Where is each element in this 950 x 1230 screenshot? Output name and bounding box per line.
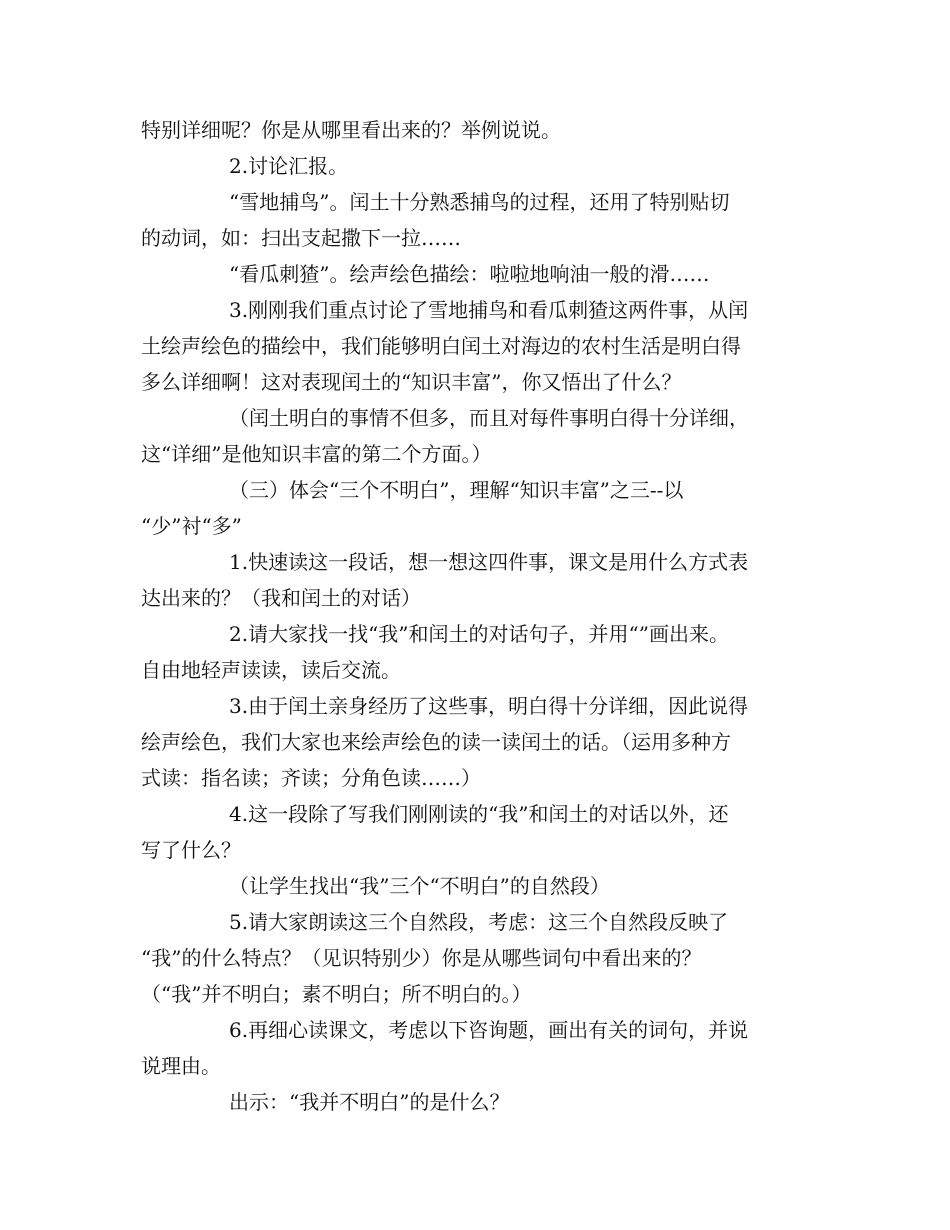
text-line: 3.由于闰土亲身经历了这些事，明白得十分详细，因此说得 xyxy=(229,694,749,718)
text-line: 3.刚刚我们重点讨论了雪地捕鸟和看瓜刺猹这两件事，从闰 xyxy=(229,298,749,322)
text-line: 说理由。 xyxy=(141,1054,221,1078)
text-line: 土绘声绘色的描绘中，我们能够明白闰土对海边的农村生活是明白得 xyxy=(141,334,741,358)
text-line: 多么详细啊！这对表现闰土的“知识丰富”，你又悟出了什么？ xyxy=(141,370,682,394)
text-line: “雪地捕鸟”。闰土十分熟悉捕鸟的过程，还用了特别贴切 xyxy=(229,190,730,214)
text-line: 这“详细”是他知识丰富的第二个方面。） xyxy=(141,442,492,466)
text-line: 自由地轻声读读，读后交流。 xyxy=(141,658,401,682)
text-line: “我”的什么特点？（见识特别少）你是从哪些词句中看出来的？ xyxy=(141,946,702,970)
text-line: 5.请大家朗读这三个自然段，考虑：这三个自然段反映了 xyxy=(229,910,729,934)
text-line: （“我”并不明白；素不明白；所不明白的。） xyxy=(141,982,532,1006)
text-line: 6.再细心读课文，考虑以下咨询题，画出有关的词句，并说 xyxy=(229,1018,749,1042)
text-line: “看瓜刺猹”。绘声绘色描绘：啦啦地响油一般的滑…… xyxy=(229,262,710,286)
text-line: 2.请大家找一找“我”和闰土的对话句子，并用“”画出来。 xyxy=(229,622,729,646)
text-line: 达出来的？（我和闰土的对话） xyxy=(141,586,421,610)
text-line: 写了什么？ xyxy=(141,838,241,862)
text-line: 出示：“我并不明白”的是什么？ xyxy=(229,1090,510,1114)
text-line: 1.快速读这一段话，想一想这四件事，课文是用什么方式表 xyxy=(229,550,749,574)
text-line: 特别详细呢？你是从哪里看出来的？举例说说。 xyxy=(141,118,561,142)
section-heading: （三）体会“三个不明白”，理解“知识丰富”之三--以 xyxy=(229,478,684,502)
text-line: 式读：指名读；齐读；分角色读……） xyxy=(141,766,481,790)
text-line: 绘声绘色，我们大家也来绘声绘色的读一读闰土的话。（运用多种方 xyxy=(141,730,731,754)
text-line: （闰土明白的事情不但多，而且对每件事明白得十分详细， xyxy=(229,406,749,430)
text-line: （让学生找出“我”三个“不明白”的自然段） xyxy=(229,874,610,898)
text-line: 的动词，如：扫出支起撒下一拉…… xyxy=(141,226,461,250)
text-line: 2.讨论汇报。 xyxy=(229,154,349,178)
section-heading: “少”衬“多” xyxy=(141,514,242,538)
text-line: 4.这一段除了写我们刚刚读的“我”和闰土的对话以外，还 xyxy=(229,802,729,826)
